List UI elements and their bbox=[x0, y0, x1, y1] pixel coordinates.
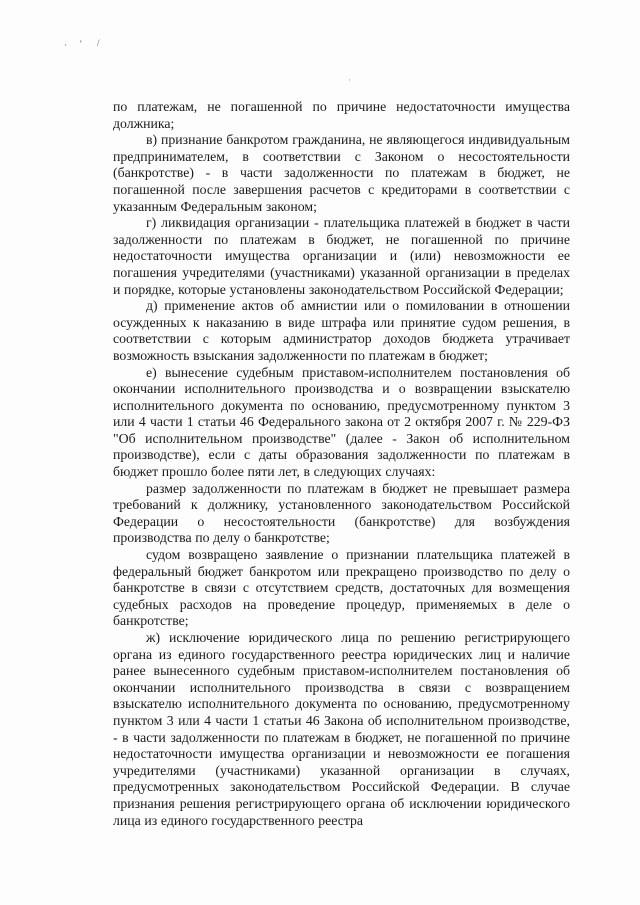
paragraph-item-e: е) вынесение судебным приставом-исполнителем постановления об окончании исполнительного производства и о возвращении взыскателю исполнительного документа по основанию, предусмотренному пунктом 3 или 4 части 1 статьи 46 Федерального закона от 2 октября 2007 г. № 229-ФЗ "Об исполнительном производстве" (далее - Закон об исполнительном производстве), если с даты образования задолженности по платежам в бюджет прошло более пяти лет, в следующих случаях: bbox=[113, 364, 570, 480]
document-body bbox=[113, 99, 570, 829]
paragraph-item-zh: ж) исключение юридического лица по решению регистрирующего органа из единого государственного реестра юридических лиц и наличие ранее вынесенного судебным приставом-исполнителем постановления об окончании исполнительного производства в связи с возвращением взыскателю исполнительного документа по основанию, предусмотренному пунктом 3 или 4 части 1 статьи 46 Закона об исполнительном производстве, - в части задолженности по платежам в бюджет, не погашенной по причине недостаточности имущества организации и невозможности ее погашения учредителями (участниками) указанной организации в случаях, предусмотренных законодательством Российской Федерации. В случае признания решения регистрирующего органа об исключении юридического лица из единого государственного реестра bbox=[113, 630, 570, 828]
paragraph-case-2: судом возвращено заявление о признании плательщика платежей в федеральный бюджет банкротом или прекращено производство по делу о банкротстве в связи с отсутствием средств, достаточных для возмещения судебных расходов на проведение процедур, применяемых в деле о банкротстве; bbox=[113, 547, 570, 629]
scan-speck: · bbox=[348, 75, 351, 85]
paragraph-case-1: размер задолженности по платежам в бюджет не превышает размера требований к должнику, установленного законодательством Российской Федерации о несостоятельности (банкротстве) для возбуждения производства по делу о банкротстве; bbox=[113, 480, 570, 546]
scan-speck: · bbox=[64, 40, 67, 50]
scan-speck: ' bbox=[80, 39, 82, 49]
scan-speck: / bbox=[97, 38, 100, 48]
paragraph-item-d: д) применение актов об амнистии или о помиловании в отношении осужденных к наказанию в виде штрафа или принятие судом решения, в соответствии с которым администратор доходов бюджета утрачивает возможность взыскания задолженности по платежам в бюджет; bbox=[113, 298, 570, 363]
paragraph-item-g: г) ликвидация организации - плательщика платежей в бюджет в части задолженности по платежам в бюджет, не погашенной по причине недостаточности имущества организации и (или) невозможности ее погашения учредителями (участниками) указанной организации в пределах и порядке, которые установлены законодательством Российской Федерации; bbox=[113, 215, 570, 297]
paragraph-continuation: по платежам, не погашенной по причине недостаточности имущества должника; bbox=[113, 99, 570, 131]
paragraph-item-v: в) признание банкротом гражданина, не являющегося индивидуальным предпринимателем, в соответствии с Законом о несостоятельности (банкротстве) - в части задолженности по платежам в бюджет, не погашенной после завершения расчетов с кредиторами в соответствии с указанным Федеральным законом; bbox=[113, 132, 570, 214]
